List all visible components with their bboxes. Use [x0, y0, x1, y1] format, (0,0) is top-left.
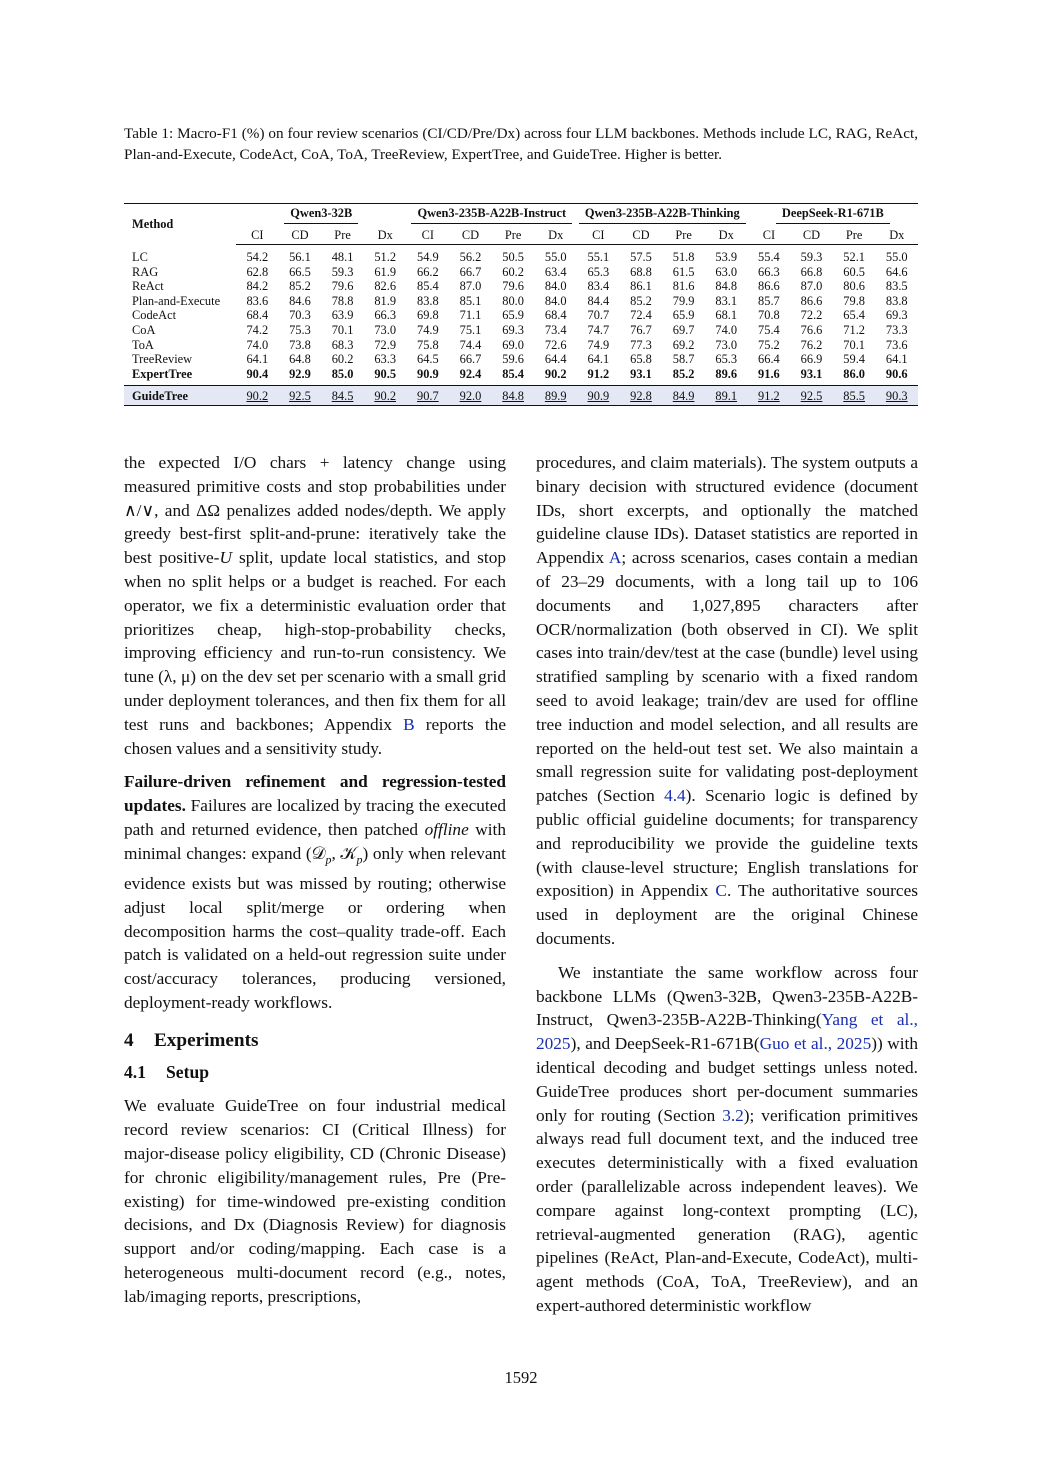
- value-cell: 83.8: [417, 293, 439, 308]
- value-cell: 86.0: [843, 366, 865, 381]
- value-cell: 83.5: [885, 279, 908, 294]
- page-number: 1592: [504, 1368, 538, 1387]
- table-row: [124, 245, 918, 265]
- value-cell: 91.2: [587, 366, 610, 381]
- value-cell: [790, 386, 833, 406]
- value-cell: 52.1: [843, 250, 865, 264]
- value-cell: 66.7: [459, 352, 482, 367]
- value-cell: 79.6: [502, 279, 524, 294]
- table-row: [124, 338, 918, 353]
- value-cell: 85.1: [459, 293, 482, 308]
- value-cell: 84.0: [544, 293, 567, 308]
- sub-header: CD: [790, 226, 833, 245]
- value-cell: 68.8: [630, 264, 652, 279]
- underlined-value: 89.1: [715, 388, 738, 403]
- table-row: [124, 308, 918, 323]
- value-cell: 72.2: [800, 308, 823, 323]
- sub-header: CI: [236, 226, 279, 245]
- value-cell: 86.6: [800, 293, 823, 308]
- value-cell: 63.4: [544, 264, 567, 279]
- value-cell: 83.4: [587, 279, 610, 294]
- value-cell: 91.6: [758, 366, 780, 381]
- table-group-header-row: [124, 204, 918, 227]
- group-header: Qwen3-235B-A22B-Instruct: [411, 206, 572, 225]
- sub-header: Pre: [662, 226, 705, 245]
- value-cell: 86.1: [630, 279, 652, 294]
- value-cell: 83.6: [246, 293, 269, 308]
- method-header: Method: [124, 204, 236, 245]
- value-cell: 72.4: [630, 308, 652, 323]
- value-cell: 93.1: [800, 366, 823, 381]
- paragraph: Failure-driven refinement and regression-tested updates. Failures are localized by tracing the executed path and returned evidence, then patched offline with minimal changes: expand (𝒟$_p$, 𝒦$_p$) only when relevant evidence exists but was missed by routing; otherwise adjust local split/merge or ordering when decomposition harms the cost–quality trade-off. Each patch is validated on a held-out regression suite under cost/accuracy tolerances, producing versioned, deployment-ready workflows.: [124, 772, 506, 1012]
- value-cell: 75.8: [417, 337, 439, 352]
- value-cell: 54.9: [417, 250, 439, 264]
- value-cell: 63.3: [374, 352, 397, 367]
- value-cell: 68.3: [331, 337, 354, 352]
- value-cell: 85.4: [502, 366, 524, 381]
- value-cell: 68.1: [715, 308, 738, 323]
- underlined-value: 90.3: [885, 388, 908, 403]
- group-header: Qwen3-235B-A22B-Thinking: [579, 206, 746, 225]
- value-cell: 74.7: [587, 322, 610, 337]
- value-cell: 55.0: [885, 250, 908, 264]
- left-column: [124, 451, 506, 1309]
- sub-header: Dx: [534, 226, 577, 245]
- value-cell: 69.3: [502, 322, 524, 337]
- value-cell: [236, 386, 279, 406]
- value-cell: 90.2: [544, 366, 567, 381]
- table-row: [124, 367, 918, 386]
- value-cell: 69.3: [885, 308, 908, 323]
- value-cell: 60.2: [502, 264, 524, 279]
- value-cell: [748, 386, 791, 406]
- value-cell: 72.9: [374, 337, 397, 352]
- paragraph-heading: Failure-driven refinement and regression-tested updates.: [124, 772, 506, 816]
- table-row: [124, 352, 918, 367]
- value-cell: 61.9: [374, 264, 397, 279]
- underlined-value: 90.9: [587, 388, 610, 403]
- method-cell: CodeAct: [132, 308, 177, 323]
- value-cell: [407, 386, 450, 406]
- sub-header: Dx: [875, 226, 918, 245]
- value-cell: 59.3: [800, 250, 823, 264]
- underlined-value: 92.5: [289, 388, 311, 403]
- value-cell: [577, 386, 620, 406]
- underlined-value: 92.8: [630, 388, 652, 403]
- value-cell: 85.2: [672, 366, 695, 381]
- value-cell: 65.3: [587, 264, 610, 279]
- underlined-value: 84.5: [331, 388, 354, 403]
- sub-header: CI: [748, 226, 791, 245]
- value-cell: [620, 386, 663, 406]
- underlined-value: 90.2: [374, 388, 397, 403]
- value-cell: 75.1: [459, 322, 482, 337]
- value-cell: 84.6: [289, 293, 311, 308]
- value-cell: 74.2: [246, 322, 269, 337]
- method-cell: Plan-and-Execute: [132, 293, 221, 308]
- value-cell: 66.9: [800, 352, 823, 367]
- value-cell: [449, 386, 492, 406]
- table-sub-header-row: [124, 226, 918, 245]
- underlined-value: 90.7: [417, 388, 439, 403]
- value-cell: 74.0: [246, 337, 269, 352]
- value-cell: 69.0: [502, 337, 524, 352]
- value-cell: 54.2: [246, 250, 269, 264]
- sub-header: CI: [577, 226, 620, 245]
- value-cell: [534, 386, 577, 406]
- value-cell: 80.6: [843, 279, 865, 294]
- value-cell: 55.1: [587, 250, 610, 264]
- value-cell: 60.2: [331, 352, 354, 367]
- sub-header: CD: [620, 226, 663, 245]
- underlined-value: 91.2: [758, 388, 780, 403]
- value-cell: 57.5: [630, 250, 652, 264]
- value-cell: [833, 386, 876, 406]
- value-cell: 87.0: [800, 279, 823, 294]
- value-cell: 79.8: [843, 293, 865, 308]
- value-cell: 65.4: [843, 308, 865, 323]
- value-cell: 59.4: [843, 352, 865, 367]
- value-cell: 89.6: [715, 366, 738, 381]
- value-cell: 73.4: [544, 322, 567, 337]
- sub-header: Dx: [705, 226, 748, 245]
- value-cell: 65.9: [672, 308, 695, 323]
- underlined-value: 89.9: [544, 388, 567, 403]
- value-cell: 85.2: [289, 279, 311, 294]
- value-cell: 64.1: [587, 352, 610, 367]
- value-cell: 66.2: [417, 264, 439, 279]
- value-cell: 84.2: [246, 279, 269, 294]
- method-cell: RAG: [132, 264, 159, 279]
- underlined-value: 92.5: [800, 388, 823, 403]
- value-cell: 70.7: [587, 308, 610, 323]
- value-cell: 64.4: [544, 352, 567, 367]
- value-cell: 65.3: [715, 352, 738, 367]
- table-ours: [124, 386, 918, 406]
- value-cell: 66.7: [459, 264, 482, 279]
- underlined-value: 84.9: [672, 388, 695, 403]
- group-header: Qwen3-32B: [284, 206, 358, 225]
- sub-header: Dx: [364, 226, 407, 245]
- paragraph: the expected I/O chars + latency change using measured primitive costs and stop probabilities under ∧/∨, and ΔΩ penalizes added nodes/depth. We apply greedy best-first split-and-prune: iteratively take the best positive-U split, update local statistics, and stop when no split helps or a budget is reached. For each operator, we fix a deterministic evaluation order that prioritizes cheap, high-stop-probability checks, improving efficiency and run-to-run consistency. We tune (λ, μ) on the dev set per scenario with a small grid under deployment tolerances, and then fix them for all test runs and backbones; Appendix B reports the chosen values and a sensitivity study.: [124, 453, 506, 758]
- value-cell: 86.6: [758, 279, 780, 294]
- value-cell: 69.2: [672, 337, 695, 352]
- table-row: [124, 294, 918, 309]
- value-cell: 90.4: [246, 366, 269, 381]
- value-cell: 74.0: [715, 322, 738, 337]
- value-cell: 59.3: [331, 264, 354, 279]
- value-cell: 90.5: [374, 366, 397, 381]
- value-cell: 50.5: [502, 250, 524, 264]
- sub-header: Pre: [321, 226, 364, 245]
- value-cell: 64.1: [246, 352, 269, 367]
- value-cell: 59.6: [502, 352, 524, 367]
- value-cell: 55.0: [544, 250, 567, 264]
- value-cell: 64.5: [417, 352, 439, 367]
- value-cell: 75.4: [758, 322, 780, 337]
- value-cell: 90.6: [885, 366, 908, 381]
- value-cell: 58.7: [672, 352, 695, 367]
- value-cell: 70.3: [289, 308, 311, 323]
- value-cell: 76.6: [800, 322, 823, 337]
- value-cell: 68.4: [246, 308, 269, 323]
- value-cell: [492, 386, 535, 406]
- results-table: [124, 203, 918, 406]
- value-cell: 51.2: [374, 250, 397, 264]
- value-cell: 84.0: [544, 279, 567, 294]
- value-cell: [705, 386, 748, 406]
- paragraph: We evaluate GuideTree on four industrial medical record review scenarios: CI (Critical Illness) for major-disease policy eligibility, CD (Chronic Disease) for chronic eligibility/management rules, Pre (Pre-existing) for time-windowed pre-existing condition decisions, and Dx (Diagnosis Review) for diagnosis support and/or coding/mapping. Each case is a heterogeneous multi-document record (e.g., notes, lab/imaging reports, prescriptions,: [124, 1096, 506, 1306]
- value-cell: 60.5: [843, 264, 865, 279]
- value-cell: 56.2: [459, 250, 482, 264]
- value-cell: 63.9: [331, 308, 354, 323]
- value-cell: 77.3: [630, 337, 652, 352]
- right-column: [536, 451, 918, 1318]
- method-cell: ExpertTree: [132, 366, 193, 381]
- value-cell: 74.4: [459, 337, 482, 352]
- method-cell: LC: [132, 249, 148, 264]
- value-cell: 92.4: [459, 366, 482, 381]
- value-cell: 81.9: [374, 293, 397, 308]
- value-cell: 73.6: [885, 337, 908, 352]
- value-cell: 71.2: [843, 322, 865, 337]
- value-cell: 66.8: [800, 264, 823, 279]
- value-cell: 74.9: [587, 337, 610, 352]
- method-cell: ReAct: [132, 279, 164, 294]
- value-cell: 82.6: [374, 279, 397, 294]
- value-cell: [321, 386, 364, 406]
- appendix-link[interactable]: B: [403, 714, 415, 734]
- sub-header: Pre: [833, 226, 876, 245]
- method-cell: ToA: [132, 337, 154, 352]
- value-cell: 73.0: [374, 322, 397, 337]
- value-cell: 69.8: [417, 308, 439, 323]
- group-header: DeepSeek-R1-671B: [776, 206, 890, 225]
- method-cell: GuideTree: [124, 386, 236, 406]
- section-link[interactable]: 3.2: [722, 1105, 744, 1125]
- value-cell: 70.1: [331, 322, 354, 337]
- value-cell: 84.4: [587, 293, 610, 308]
- sub-header: CI: [407, 226, 450, 245]
- value-cell: 85.2: [630, 293, 652, 308]
- value-cell: 63.0: [715, 264, 738, 279]
- value-cell: 66.5: [289, 264, 311, 279]
- value-cell: 83.8: [885, 293, 908, 308]
- table-row: [124, 323, 918, 338]
- value-cell: 71.1: [459, 308, 482, 323]
- value-cell: 76.2: [800, 337, 823, 352]
- appendix-link[interactable]: C: [715, 881, 727, 901]
- appendix-link[interactable]: A: [608, 548, 622, 568]
- value-cell: [662, 386, 705, 406]
- value-cell: 73.8: [289, 337, 311, 352]
- value-cell: 70.1: [843, 337, 865, 352]
- value-cell: 76.7: [630, 322, 652, 337]
- sub-header: CD: [279, 226, 322, 245]
- value-cell: 64.1: [885, 352, 908, 367]
- value-cell: [875, 386, 918, 406]
- value-cell: 85.7: [758, 293, 780, 308]
- section-heading: 4 Experiments: [124, 1029, 259, 1051]
- section-link[interactable]: 4.4: [664, 786, 686, 806]
- value-cell: 85.0: [331, 366, 354, 381]
- sub-header: CD: [449, 226, 492, 245]
- value-cell: 65.8: [630, 352, 652, 367]
- table-caption: Table 1: Macro-F1 (%) on four review scenarios (CI/CD/Pre/Dx) across four LLM backbones. Methods include LC, RAG, ReAct, Plan-and-Execute, CodeAct, CoA, ToA, TreeReview, ExpertTree, and GuideTree. Higher is better.: [124, 125, 918, 163]
- value-cell: 53.9: [715, 250, 738, 264]
- value-cell: 66.4: [758, 352, 780, 367]
- table-row: [124, 265, 918, 280]
- table-row-guidetree: [124, 386, 918, 406]
- table-row: [124, 279, 918, 294]
- underlined-value: 92.0: [459, 388, 482, 403]
- value-cell: 79.9: [672, 293, 695, 308]
- value-cell: 70.8: [758, 308, 780, 323]
- value-cell: 69.7: [672, 322, 695, 337]
- value-cell: 87.0: [459, 279, 482, 294]
- method-cell: TreeReview: [132, 352, 193, 367]
- paragraph: We instantiate the same workflow across four backbone LLMs (Qwen3-32B, Qwen3-235B-A22B-Instruct, Qwen3-235B-A22B-Thinking(Yang et al., 2025), and DeepSeek-R1-671B(Guo et al., 2025)) with identical decoding and budget settings unless noted. GuideTree produces short per-document summaries only for routing (Section 3.2); verification primitives always read full document text, and the induced tree executes deterministically with a fixed evaluation order (parallelizable across independent leaves). We compare against long-context prompting (LC), retrieval-augmented generation (RAG), agentic pipelines (ReAct, Plan-and-Execute, CodeAct), multi-agent methods (CoA, ToA, TreeReview), and an expert-authored deterministic workflow: [536, 962, 919, 1315]
- value-cell: [364, 386, 407, 406]
- value-cell: 72.6: [544, 337, 567, 352]
- underlined-value: 90.2: [246, 388, 269, 403]
- paragraph: procedures, and claim materials). The system outputs a binary decision with structured evidence (document IDs, short excerpts, and optionally the matched guideline clause IDs). Dataset statistics are reported in Appendix A; across scenarios, cases contain a median of 23–29 documents, with a long tail up to 106 documents and 1,027,895 characters after OCR/normalization (both observed in CI). We split cases into train/dev/test at the case (bundle) level using stratified sampling by scenario with a fixed random seed to avoid leakage; train/dev are used for offline tree induction and model selection, and all results are reported on the held-out test set. We also maintain a small regression suite for validating post-deployment patches (Section 4.4). Scenario logic is defined by public official guideline documents; for transparency and reproducibility we provide the guideline texts (with clause-level structure; English translations for exposition) in Appendix C. The authoritative sources used in deployment are the original Chinese documents.: [536, 453, 919, 948]
- citation-link[interactable]: Guo et al., 2025: [759, 1034, 872, 1054]
- value-cell: 68.4: [544, 308, 567, 323]
- value-cell: 66.3: [758, 264, 780, 279]
- value-cell: 51.8: [672, 250, 695, 264]
- value-cell: 79.6: [331, 279, 354, 294]
- value-cell: 81.6: [672, 279, 695, 294]
- value-cell: 64.6: [885, 264, 908, 279]
- value-cell: 66.3: [374, 308, 397, 323]
- value-cell: 85.4: [417, 279, 439, 294]
- value-cell: 90.9: [417, 366, 439, 381]
- value-cell: 55.4: [758, 250, 780, 264]
- value-cell: [279, 386, 322, 406]
- value-cell: 65.9: [502, 308, 524, 323]
- underlined-value: 85.5: [843, 388, 865, 403]
- sub-header: Pre: [492, 226, 535, 245]
- subsection-heading: 4.1 Setup: [124, 1061, 210, 1082]
- value-cell: 83.1: [715, 293, 738, 308]
- value-cell: 61.5: [672, 264, 695, 279]
- value-cell: 92.9: [289, 366, 311, 381]
- value-cell: 84.8: [715, 279, 738, 294]
- value-cell: 48.1: [331, 250, 354, 264]
- value-cell: 80.0: [502, 293, 524, 308]
- underlined-value: 84.8: [502, 388, 524, 403]
- value-cell: 56.1: [289, 250, 311, 264]
- value-cell: 73.3: [885, 322, 908, 337]
- value-cell: 62.8: [246, 264, 269, 279]
- value-cell: 75.2: [758, 337, 780, 352]
- citation-link[interactable]: Yang et al., 2025: [536, 1010, 918, 1054]
- table-body: [124, 245, 918, 386]
- value-cell: 93.1: [630, 366, 652, 381]
- value-cell: 75.3: [289, 322, 311, 337]
- value-cell: 73.0: [715, 337, 738, 352]
- method-cell: CoA: [132, 322, 156, 337]
- value-cell: 78.8: [331, 293, 354, 308]
- value-cell: 74.9: [417, 322, 439, 337]
- value-cell: 64.8: [289, 352, 311, 367]
